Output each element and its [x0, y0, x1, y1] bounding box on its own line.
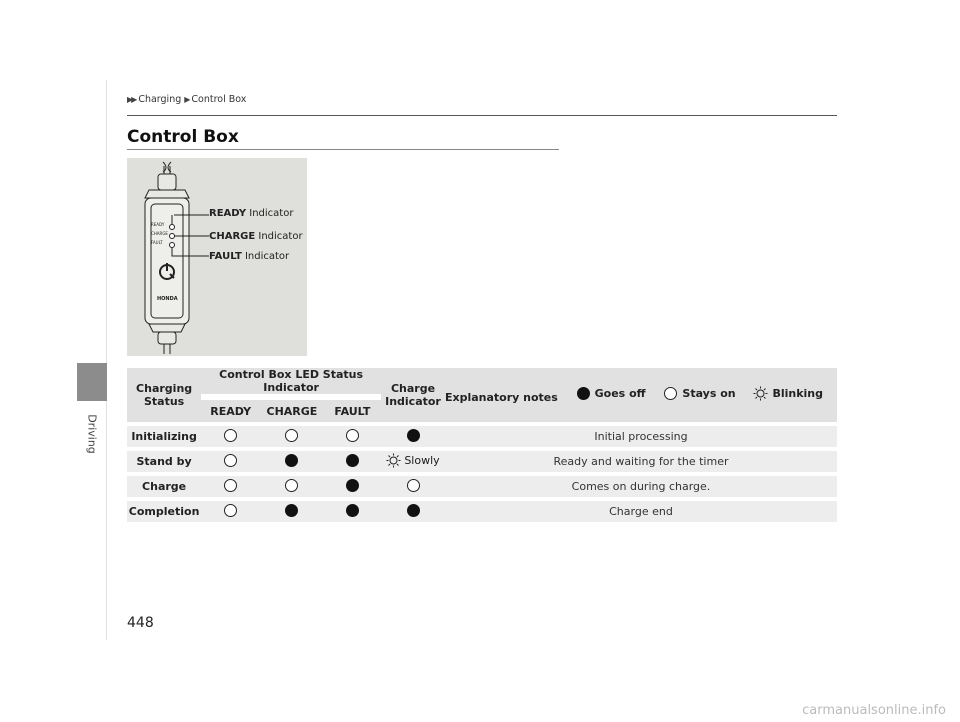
open-circle-icon	[406, 478, 421, 493]
legend-on	[663, 386, 735, 401]
callout-ready-indicator	[209, 208, 293, 219]
cell-indicator	[381, 451, 445, 472]
open-circle-icon	[284, 478, 299, 493]
watermark: carmanualsonline.info	[802, 703, 946, 718]
breadcrumb-item-charging[interactable]: Charging	[138, 94, 182, 105]
table-row	[127, 476, 837, 497]
legend-off	[576, 386, 646, 401]
row-status-label: Stand by	[127, 451, 201, 472]
callout-fault-indicator	[209, 251, 289, 262]
filled-circle-icon	[284, 503, 299, 518]
header-explanatory-notes	[445, 368, 837, 422]
page-number: 448	[127, 615, 154, 631]
filled-circle-icon	[345, 453, 360, 468]
cell-fault	[324, 426, 381, 447]
cell-fault	[324, 476, 381, 497]
callout-fault-name: FAULT	[209, 251, 242, 262]
indicator-text: Slowly	[404, 453, 440, 467]
header-rule	[127, 115, 837, 116]
row-note: Charge end	[445, 501, 837, 522]
cell-ready	[201, 451, 260, 472]
callout-ready-name: READY	[209, 208, 247, 219]
legend-off-label: Goes off	[594, 387, 646, 400]
table-row	[127, 451, 837, 472]
breadcrumb	[127, 94, 246, 105]
cell-ready	[201, 476, 260, 497]
callout-charge-name: CHARGE	[209, 231, 256, 242]
breadcrumb-arrow-icon: ▶▶	[127, 95, 136, 104]
device-label-charge: CHARGE	[151, 231, 168, 236]
filled-circle-icon	[406, 428, 421, 443]
filled-circle-icon	[345, 503, 360, 518]
breadcrumb-arrow-icon: ▶	[184, 95, 189, 104]
open-circle-icon	[223, 503, 238, 518]
row-status-label: Charge	[127, 476, 201, 497]
section-tab-label: Driving	[85, 414, 99, 454]
led-status-table	[127, 364, 837, 526]
cell-charge	[260, 476, 324, 497]
row-note: Ready and waiting for the timer	[445, 451, 837, 472]
open-circle-icon	[223, 478, 238, 493]
blinking-circle-icon	[386, 453, 401, 468]
section-tab-marker	[77, 363, 107, 401]
legend-blink-label: Blinking	[772, 387, 823, 400]
callout-ready-suffix: Indicator	[246, 208, 294, 219]
open-circle-icon	[223, 428, 238, 443]
open-circle-icon	[663, 386, 678, 401]
cell-charge	[260, 451, 324, 472]
device-label-ready: READY	[151, 222, 165, 227]
cell-charge	[260, 501, 324, 522]
title-rule	[127, 149, 559, 150]
blinking-circle-icon	[753, 386, 768, 401]
open-circle-icon	[223, 453, 238, 468]
breadcrumb-item-control-box[interactable]: Control Box	[191, 94, 247, 105]
open-circle-icon	[345, 428, 360, 443]
page-title: Control Box	[127, 127, 239, 147]
device-logo-text: HONDA	[157, 296, 178, 302]
row-note: Comes on during charge.	[445, 476, 837, 497]
notes-title: Explanatory notes	[444, 391, 558, 404]
cell-ready	[201, 426, 260, 447]
filled-circle-icon	[345, 478, 360, 493]
legend-blink	[753, 386, 823, 401]
row-note: Initial processing	[445, 426, 837, 447]
row-status-label: Initializing	[127, 426, 201, 447]
filled-circle-icon	[284, 453, 299, 468]
cell-fault	[324, 501, 381, 522]
header-ready: READY	[201, 400, 260, 422]
device-label-fault: FAULT	[151, 240, 163, 245]
control-box-illustration	[127, 158, 307, 356]
cell-fault	[324, 451, 381, 472]
header-fault: FAULT	[324, 400, 381, 422]
cell-indicator	[381, 501, 445, 522]
filled-circle-icon	[406, 503, 421, 518]
callout-fault-suffix: Indicator	[241, 251, 290, 262]
table-row	[127, 501, 837, 522]
header-charge-indicator: Charge Indicator	[381, 368, 445, 422]
open-circle-icon	[284, 428, 299, 443]
cell-indicator	[381, 426, 445, 447]
filled-circle-icon	[576, 386, 591, 401]
header-charging-status: Charging Status	[127, 368, 201, 422]
cell-ready	[201, 501, 260, 522]
header-led-group: Control Box LED Status Indicator	[201, 368, 381, 396]
table-row	[127, 426, 837, 447]
table-body	[127, 426, 837, 522]
side-divider-line	[106, 80, 107, 640]
cell-indicator	[381, 476, 445, 497]
row-status-label: Completion	[127, 501, 201, 522]
callout-charge-indicator	[209, 231, 303, 242]
section-tab-label-wrap	[85, 404, 99, 464]
legend-on-label: Stays on	[682, 387, 736, 400]
callout-charge-suffix: Indicator	[255, 231, 303, 242]
header-charge: CHARGE	[260, 400, 324, 422]
cell-charge	[260, 426, 324, 447]
